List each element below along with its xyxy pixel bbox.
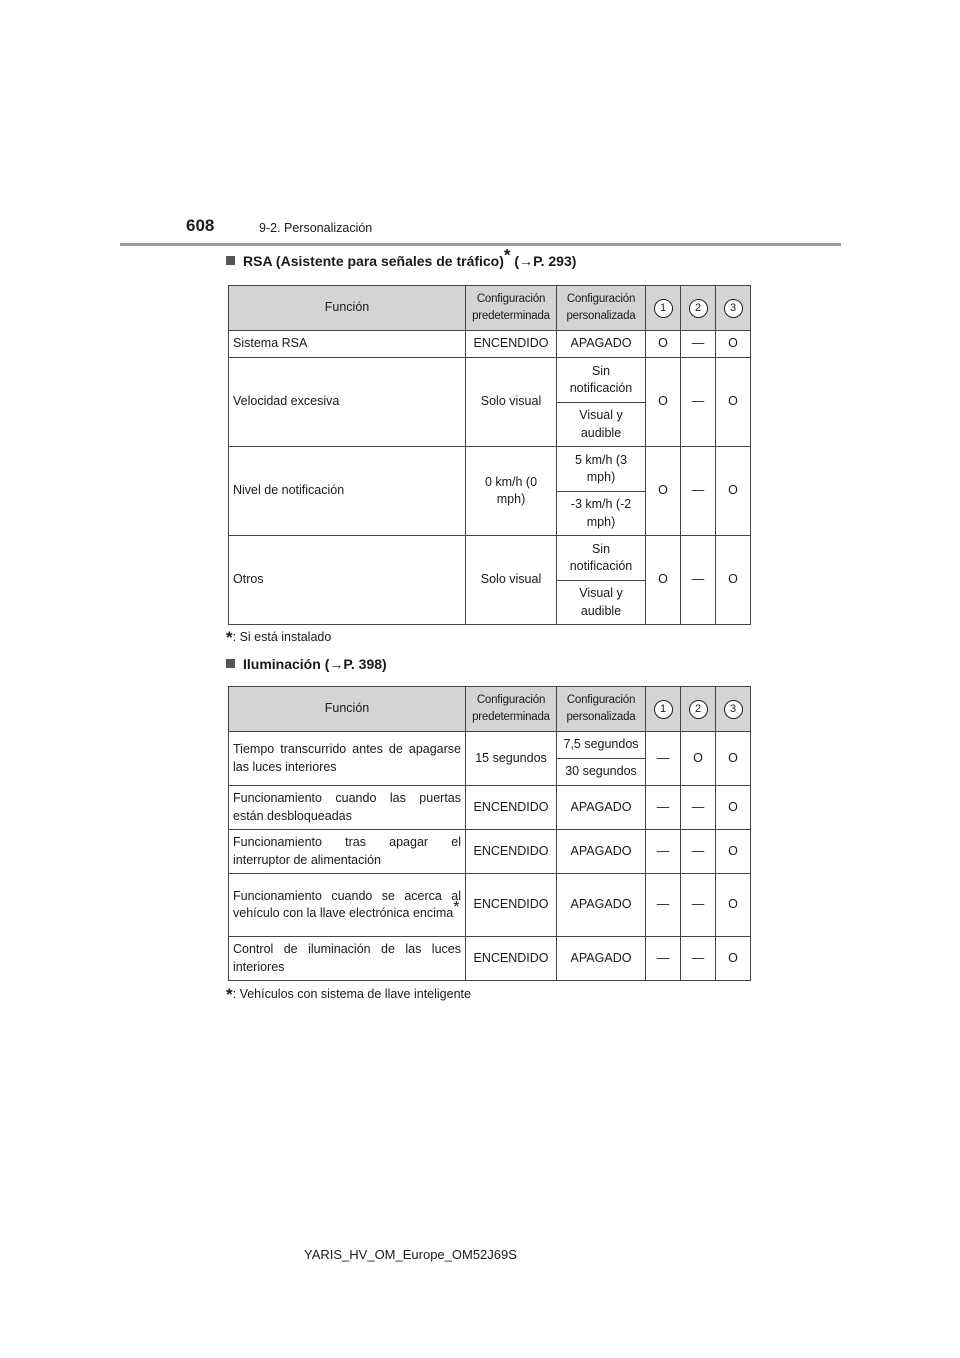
footnote-text: : Vehículos con sistema de llave inteligente — [232, 987, 471, 1001]
rsa-footnote — [226, 628, 331, 648]
cell-custom: Visual y audible — [557, 403, 646, 447]
cell-c2: — — [681, 331, 716, 358]
lighting-heading — [226, 656, 387, 672]
cell-c2: O — [681, 732, 716, 786]
rsa-heading-text: RSA (Asistente para señales de tráfico) — [243, 253, 504, 269]
circled-2-icon: 2 — [689, 299, 708, 318]
lighting-table — [228, 686, 751, 981]
header-function: Función — [229, 687, 466, 732]
cell-custom: 30 segundos — [557, 759, 646, 786]
cell-default: 15 segundos — [466, 732, 557, 786]
cell-c2: — — [681, 937, 716, 981]
cell-custom: -3 km/h (-2 mph) — [557, 492, 646, 536]
cell-c1: — — [646, 830, 681, 874]
cell-c3: O — [716, 830, 751, 874]
header-default: Configuración predeterminada — [466, 687, 557, 732]
circled-2-icon: 2 — [689, 700, 708, 719]
table-header-row — [229, 687, 751, 732]
header-function: Función — [229, 286, 466, 331]
header-col-1 — [646, 286, 681, 331]
cell-c2: — — [681, 874, 716, 937]
cell-c1: — — [646, 732, 681, 786]
lighting-page-ref: (→P. 398) — [324, 656, 387, 672]
cell-custom: APAGADO — [557, 874, 646, 937]
cell-custom: APAGADO — [557, 830, 646, 874]
cell-c3: O — [716, 331, 751, 358]
cell-c2: — — [681, 786, 716, 830]
cell-c2: — — [681, 536, 716, 625]
cell-c1: — — [646, 786, 681, 830]
header-col-3 — [716, 687, 751, 732]
cell-c3: O — [716, 536, 751, 625]
cell-function: Tiempo transcurrido antes de apagarse las luces interiores — [229, 732, 466, 786]
circled-1-icon: 1 — [654, 299, 673, 318]
cell-function: Funcionamiento tras apagar el interruptor de alimentación — [229, 830, 466, 874]
table-row — [229, 447, 751, 492]
cell-function: Nivel de notificación — [229, 447, 466, 536]
table-row — [229, 874, 751, 937]
page-number: 608 — [186, 216, 215, 235]
header-col-1 — [646, 687, 681, 732]
cell-c3: O — [716, 358, 751, 447]
bullet-square-icon — [226, 659, 235, 668]
cell-default: Solo visual — [466, 536, 557, 625]
header-col-3 — [716, 286, 751, 331]
document-code: YARIS_HV_OM_Europe_OM52J69S — [304, 1247, 517, 1262]
cell-function: Control de iluminación de las luces interiores — [229, 937, 466, 981]
lighting-heading-text: Iluminación — [243, 656, 321, 672]
header-default: Configuración predeterminada — [466, 286, 557, 331]
cell-custom: Sin notificación — [557, 536, 646, 581]
cell-c3: O — [716, 874, 751, 937]
cell-custom: 5 km/h (3 mph) — [557, 447, 646, 492]
cell-c1: — — [646, 874, 681, 937]
function-mark: * — [453, 898, 460, 916]
table-row — [229, 830, 751, 874]
rsa-heading-mark: * — [503, 245, 511, 265]
table-row — [229, 732, 751, 759]
header-col-2 — [681, 687, 716, 732]
cell-default: ENCENDIDO — [466, 874, 557, 937]
table-row — [229, 358, 751, 403]
function-text: Funcionamiento cuando se acerca al vehículo con la llave electrónica encima — [233, 888, 461, 920]
cell-custom: Sin notificación — [557, 358, 646, 403]
cell-c1: O — [646, 331, 681, 358]
cell-c1: O — [646, 447, 681, 536]
cell-custom: APAGADO — [557, 786, 646, 830]
circled-3-icon: 3 — [724, 299, 743, 318]
footnote-mark: * — [226, 985, 233, 1004]
table-header-row — [229, 286, 751, 331]
cell-custom: APAGADO — [557, 937, 646, 981]
header-custom: Configuración personalizada — [557, 687, 646, 732]
rsa-heading — [226, 245, 577, 269]
cell-default: ENCENDIDO — [466, 830, 557, 874]
bullet-square-icon — [226, 256, 235, 265]
cell-c3: O — [716, 732, 751, 786]
cell-custom: Visual y audible — [557, 581, 646, 625]
cell-c3: O — [716, 786, 751, 830]
cell-function: Velocidad excesiva — [229, 358, 466, 447]
cell-c1: O — [646, 536, 681, 625]
footnote-text: : Si está instalado — [232, 630, 332, 644]
header-col-2 — [681, 286, 716, 331]
cell-default: Solo visual — [466, 358, 557, 447]
cell-function: Funcionamiento cuando las puertas están desbloqueadas — [229, 786, 466, 830]
cell-c3: O — [716, 937, 751, 981]
header-rule — [120, 243, 841, 246]
cell-c2: — — [681, 447, 716, 536]
cell-default: ENCENDIDO — [466, 937, 557, 981]
cell-c2: — — [681, 358, 716, 447]
header-custom: Configuración personalizada — [557, 286, 646, 331]
cell-c1: — — [646, 937, 681, 981]
cell-function — [229, 874, 466, 937]
cell-default: ENCENDIDO — [466, 331, 557, 358]
cell-default: 0 km/h (0 mph) — [466, 447, 557, 536]
table-row — [229, 536, 751, 581]
circled-1-icon: 1 — [654, 700, 673, 719]
section-label: 9-2. Personalización — [259, 221, 373, 235]
footnote-mark: * — [226, 628, 233, 647]
circled-3-icon: 3 — [724, 700, 743, 719]
rsa-table — [228, 285, 751, 625]
table-row — [229, 331, 751, 358]
table-row — [229, 786, 751, 830]
lighting-footnote — [226, 985, 471, 1005]
cell-c1: O — [646, 358, 681, 447]
cell-custom: 7,5 segundos — [557, 732, 646, 759]
cell-function: Otros — [229, 536, 466, 625]
cell-c2: — — [681, 830, 716, 874]
cell-custom: APAGADO — [557, 331, 646, 358]
cell-function: Sistema RSA — [229, 331, 466, 358]
table-row — [229, 937, 751, 981]
cell-default: ENCENDIDO — [466, 786, 557, 830]
cell-c3: O — [716, 447, 751, 536]
rsa-page-ref: (→P. 293) — [514, 253, 577, 269]
